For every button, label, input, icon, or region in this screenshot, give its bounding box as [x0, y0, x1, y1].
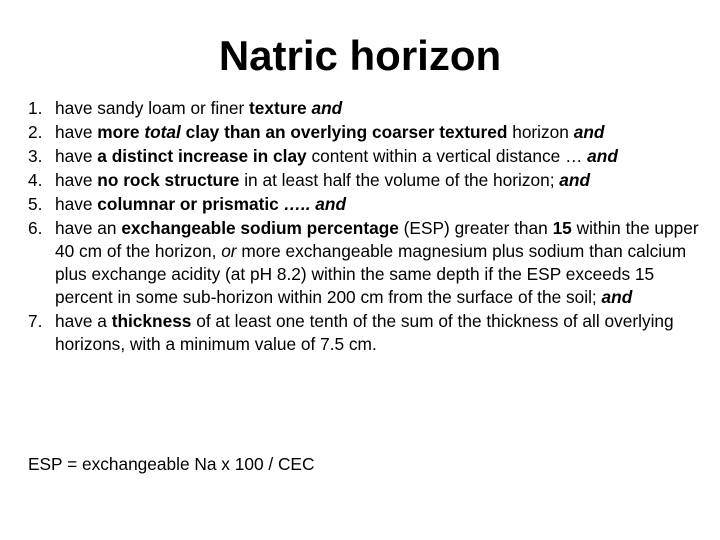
- criteria-text-run: have: [55, 194, 98, 214]
- criteria-text-run: have an: [55, 218, 122, 238]
- esp-formula: ESP = exchangeable Na x 100 / CEC: [28, 454, 315, 474]
- slide-title: Natric horizon: [218, 32, 502, 79]
- criteria-emphasis: columnar or prismatic: [97, 194, 279, 214]
- criteria-text-run: (ESP) greater than: [398, 218, 553, 238]
- criteria-item: [28, 169, 708, 192]
- criteria-item-text: [55, 194, 346, 214]
- criteria-item: [28, 193, 708, 216]
- criteria-item-number: 3.: [28, 146, 43, 166]
- criteria-item: [28, 310, 708, 356]
- criteria-text-run: have: [55, 170, 98, 190]
- criteria-item-number: 7.: [28, 311, 43, 331]
- criteria-text-run: in at least half the volume of the horizon;: [239, 170, 560, 190]
- criteria-item-number: 1.: [28, 98, 43, 118]
- criteria-emphasis: and: [573, 122, 605, 142]
- criteria-emphasis: 15: [552, 218, 572, 238]
- criteria-emphasis: no rock structure: [97, 170, 240, 190]
- criteria-emphasis: and: [559, 170, 591, 190]
- criteria-text-run: have: [55, 146, 98, 166]
- criteria-emphasis: and: [601, 287, 633, 307]
- criteria-item-number: 6.: [28, 218, 43, 238]
- criteria-emphasis: more: [97, 122, 140, 142]
- criteria-item-number: 5.: [28, 194, 43, 214]
- criteria-list: [28, 97, 708, 357]
- criteria-item-text: [55, 122, 604, 142]
- criteria-item-text: [55, 311, 674, 354]
- criteria-emphasis: and: [311, 98, 343, 118]
- criteria-text-run: of at least one tenth of the sum of the thickness of all overlying horizons, with a minimum value of 7.5 cm.: [55, 311, 674, 354]
- criteria-emphasis: and: [587, 146, 618, 166]
- criteria-item-number: 4.: [28, 170, 43, 190]
- criteria-item-text: [55, 218, 699, 307]
- criteria-text-run: more exchangeable magnesium plus sodium than calcium plus exchange acidity (at pH 8.2) within the same depth if the ESP exceeds 15 percent in some sub-horizon within 200 cm from the surface of the soil;: [55, 241, 687, 307]
- criteria-text-run: have sandy loam or finer: [55, 98, 250, 118]
- criteria-item-text: [55, 146, 618, 166]
- criteria-item-text: [55, 170, 590, 190]
- criteria-emphasis: a distinct increase in clay: [97, 146, 307, 166]
- criteria-text-run: content within a vertical distance …: [306, 146, 588, 166]
- criteria-text-run: have: [55, 122, 98, 142]
- criteria-emphasis: ….. and: [283, 194, 347, 214]
- criteria-emphasis: texture: [249, 98, 307, 118]
- criteria-text-run: within the upper 40 cm of the horizon,: [55, 218, 699, 261]
- criteria-item: [28, 97, 708, 120]
- criteria-emphasis: clay than an overlying coarser textured: [185, 122, 508, 142]
- criteria-text-run: horizon: [507, 122, 574, 142]
- criteria-emphasis: exchangeable sodium percentage: [121, 218, 399, 238]
- criteria-item: [28, 217, 708, 309]
- criteria-text-run: have a: [55, 311, 112, 331]
- criteria-emphasis: or: [221, 241, 237, 261]
- criteria-item: [28, 145, 708, 168]
- criteria-item-text: [55, 98, 342, 118]
- criteria-emphasis: total: [144, 122, 181, 142]
- criteria-emphasis: thickness: [111, 311, 192, 331]
- criteria-item-number: 2.: [28, 122, 43, 142]
- criteria-item: [28, 121, 708, 144]
